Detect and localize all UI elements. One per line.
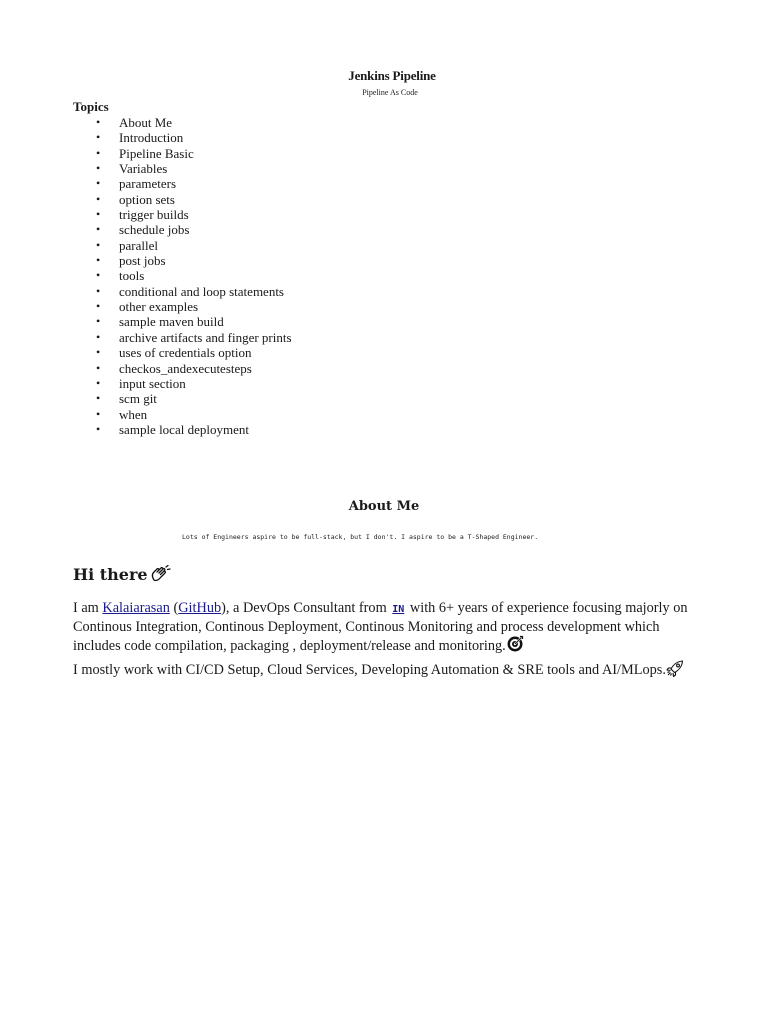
bullet-icon: • (96, 345, 101, 360)
topic-item (0, 268, 292, 283)
bullet-icon: • (96, 222, 101, 237)
bullet-icon: • (96, 145, 101, 160)
topic-item (0, 299, 292, 314)
topic-label: Pipeline Basic (119, 145, 194, 161)
topic-item (0, 222, 292, 237)
topic-item (0, 314, 292, 329)
hi-there-heading (73, 564, 171, 584)
work-paragraph (73, 660, 693, 679)
topic-item (0, 253, 292, 268)
bullet-icon: • (96, 130, 101, 145)
bullet-icon: • (96, 283, 101, 298)
topic-label: uses of credentials option (119, 345, 252, 361)
bullet-icon: • (96, 391, 101, 406)
bullet-icon: • (96, 176, 101, 191)
topics-heading: Topics (73, 99, 109, 114)
topic-item (0, 376, 292, 391)
topic-item (0, 161, 292, 176)
topic-item (0, 284, 292, 299)
topic-label: sample local deployment (119, 421, 249, 437)
topic-item (0, 238, 292, 253)
after-github-text: ), a DevOps Consultant from (221, 600, 391, 616)
topic-item (0, 176, 292, 191)
topic-label: input section (119, 375, 186, 391)
topic-label: parameters (119, 176, 177, 192)
topic-item (0, 115, 292, 130)
topic-label: checkos_andexecutesteps (119, 360, 252, 376)
bullet-icon: • (96, 115, 101, 129)
topic-label: scm git (119, 391, 157, 407)
bullet-icon: • (96, 161, 101, 176)
topic-item (0, 130, 292, 145)
github-link[interactable]: GitHub (178, 600, 222, 616)
topics-list (0, 115, 292, 437)
topic-label: Introduction (119, 130, 184, 146)
bullet-icon: • (96, 375, 101, 390)
topic-label: About Me (119, 115, 173, 130)
bullet-icon: • (96, 329, 101, 344)
topic-label: conditional and loop statements (119, 283, 284, 299)
topic-label: when (119, 406, 148, 422)
bullet-icon: • (96, 207, 101, 222)
topic-item (0, 422, 292, 437)
name-link[interactable]: Kalaiarasan (102, 600, 170, 616)
bullet-icon: • (96, 237, 101, 252)
bullet-icon: • (96, 268, 101, 283)
rocket-icon (666, 660, 684, 677)
open-paren: ( (169, 600, 179, 616)
bullet-icon: • (96, 421, 101, 436)
topic-label: tools (119, 268, 145, 284)
about-me-heading: About Me (348, 499, 420, 514)
intro-paragraph (73, 600, 693, 655)
topic-label: Variables (119, 161, 168, 177)
bullet-icon: • (96, 406, 101, 421)
topic-label: archive artifacts and finger prints (119, 329, 292, 345)
topic-item (0, 345, 292, 360)
bullet-icon: • (96, 253, 101, 268)
bullet-icon: • (96, 299, 101, 314)
intro-rest-text: with 6+ years of experience focusing majorly on Continous Integration, Continous Deployment, Continous Monitoring and process development which includes code compilation, packaging , deployment/release and monitoring. (73, 600, 688, 655)
topic-item (0, 391, 292, 406)
document-subtitle: Pipeline As Code (362, 88, 418, 97)
topic-label: option sets (119, 191, 175, 207)
india-flag-icon[interactable]: IN (392, 604, 405, 615)
topic-label: post jobs (119, 253, 166, 269)
bullet-icon: • (96, 191, 101, 206)
bullet-icon: • (96, 314, 101, 329)
waving-hand-icon (149, 564, 171, 584)
topic-item (0, 207, 292, 222)
topic-label: sample maven build (119, 314, 224, 330)
bullet-icon: • (96, 360, 101, 375)
hi-there-text: Hi there (73, 564, 148, 584)
topic-label: trigger builds (119, 207, 189, 223)
intro-prefix: I am (73, 600, 103, 616)
work-text: I mostly work with CI/CD Setup, Cloud Services, Developing Automation & SRE tools and AI/MLops. (73, 662, 666, 678)
topic-label: parallel (119, 237, 158, 253)
topic-label: schedule jobs (119, 222, 190, 238)
topic-label: other examples (119, 299, 199, 315)
tagline: Lots of Engineers aspire to be full-stack, but I don't. I aspire to be a T-Shaped Engineer. (182, 533, 539, 541)
topic-item (0, 407, 292, 422)
topic-item (0, 330, 292, 345)
topic-item (0, 361, 292, 376)
target-icon (506, 635, 524, 653)
topic-item (0, 192, 292, 207)
topic-item (0, 146, 292, 161)
document-title: Jenkins Pipeline (348, 68, 436, 83)
